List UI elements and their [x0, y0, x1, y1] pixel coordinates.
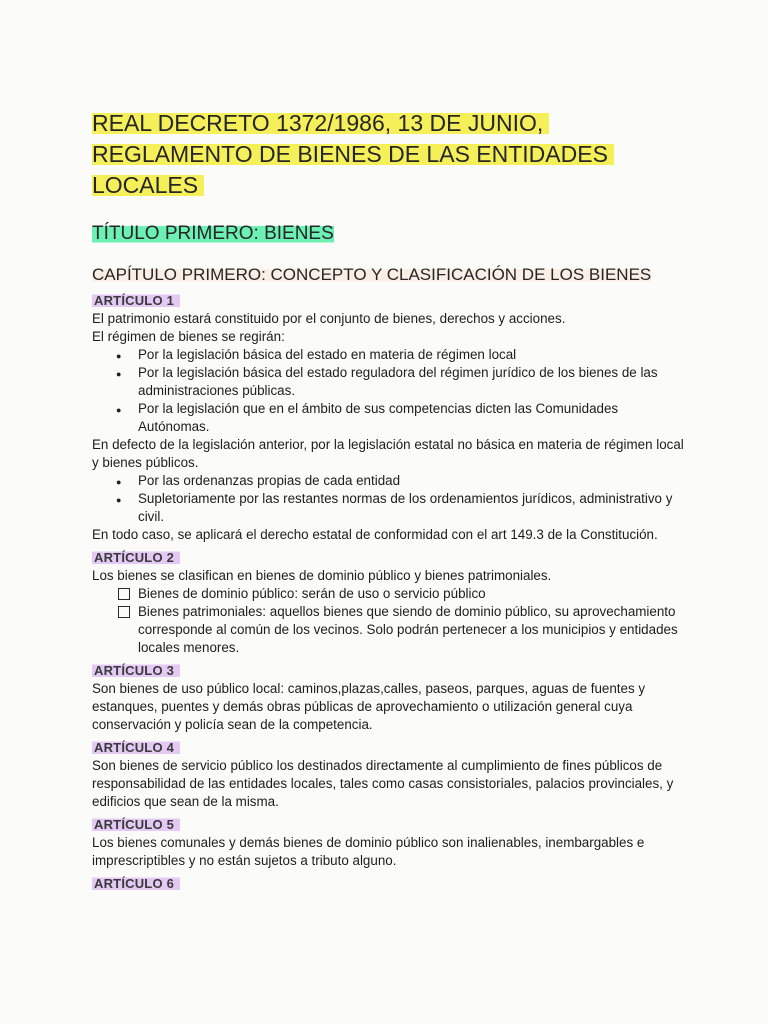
article-5-heading: ARTÍCULO 5 [92, 817, 180, 832]
article-3-heading: ARTÍCULO 3 [92, 663, 180, 678]
capitulo-text: CAPÍTULO PRIMERO: CONCEPTO Y CLASIFICACIÓN DE LOS BIENES [92, 265, 652, 284]
title-line-3: LOCALES [92, 172, 204, 198]
article-1-list-2 [92, 472, 692, 526]
list-item [138, 585, 692, 603]
list-item-text: Bienes patrimoniales: aquellos bienes que siendo de dominio público, su aprovechamiento corresponde al común de los vecinos. Solo podrán pertenecer a los municipios y entidades locales menores. [138, 604, 678, 655]
article-6 [92, 872, 692, 893]
titulo-heading: TÍTULO PRIMERO: BIENES [92, 223, 334, 244]
article-1-list-1 [92, 346, 692, 436]
list-item-text: Bienes de dominio público: serán de uso o servicio público [138, 586, 486, 601]
list-item: ● Por las ordenanzas propias de cada entidad [138, 472, 692, 490]
capitulo-heading [92, 263, 652, 287]
article-2-heading: ARTÍCULO 2 [92, 550, 180, 565]
article-3-p1: Son bienes de uso público local: caminos,plazas,calles, paseos, parques, aguas de fuentes y estanques, puentes y demás obras públicas de aprovechamiento o utilización general cuya conservación y policía sean de la competencia. [92, 681, 646, 732]
article-4 [92, 736, 692, 811]
article-1-p4: En todo caso, se aplicará el derecho estatal de conformidad con el art 149.3 de la Constitución. [92, 527, 658, 542]
article-3 [92, 659, 692, 734]
document-title [92, 108, 692, 201]
article-4-heading: ARTÍCULO 4 [92, 740, 180, 755]
article-1-p1: El patrimonio estará constituido por el conjunto de bienes, derechos y acciones. [92, 311, 566, 326]
list-item: ● Por la legislación que en el ámbito de sus competencias dicten las Comunidades Autónomas. [138, 400, 692, 436]
checkbox-icon [118, 588, 130, 600]
article-2-list [92, 585, 692, 657]
checkbox-icon [118, 606, 130, 618]
article-1-p3: En defecto de la legislación anterior, por la legislación estatal no básica en materia de régimen local y bienes públicos. [92, 437, 684, 470]
list-item [138, 603, 692, 657]
title-line-2: REGLAMENTO DE BIENES DE LAS ENTIDADES [92, 141, 614, 167]
article-1-p2: El régimen de bienes se regirán: [92, 329, 285, 344]
document-page [92, 108, 692, 893]
article-4-p1: Son bienes de servicio público los destinados directamente al cumplimiento de fines públicos de responsabilidad de las entidades locales, tales como casas consistoriales, palacios provinciales, y edificios que sean de la misma. [92, 758, 674, 809]
list-item: ● Por la legislación básica del estado reguladora del régimen jurídico de los bienes de las administraciones públicas. [138, 364, 692, 400]
list-item: ● Por la legislación básica del estado en materia de régimen local [138, 346, 692, 364]
list-item: ● Supletoriamente por las restantes normas de los ordenamientos jurídicos, administrativo y civil. [138, 490, 692, 526]
article-5-p1: Los bienes comunales y demás bienes de dominio público son inalienables, inembargables e imprescriptibles y no están sujetos a tributo alguno. [92, 835, 645, 868]
article-6-heading: ARTÍCULO 6 [92, 876, 180, 891]
article-2 [92, 546, 692, 657]
article-5 [92, 813, 692, 870]
article-1 [92, 289, 692, 544]
title-line-1: REAL DECRETO 1372/1986, 13 DE JUNIO, [92, 110, 549, 136]
article-2-p1: Los bienes se clasifican en bienes de dominio público y bienes patrimoniales. [92, 568, 552, 583]
article-1-heading: ARTÍCULO 1 [92, 293, 180, 308]
